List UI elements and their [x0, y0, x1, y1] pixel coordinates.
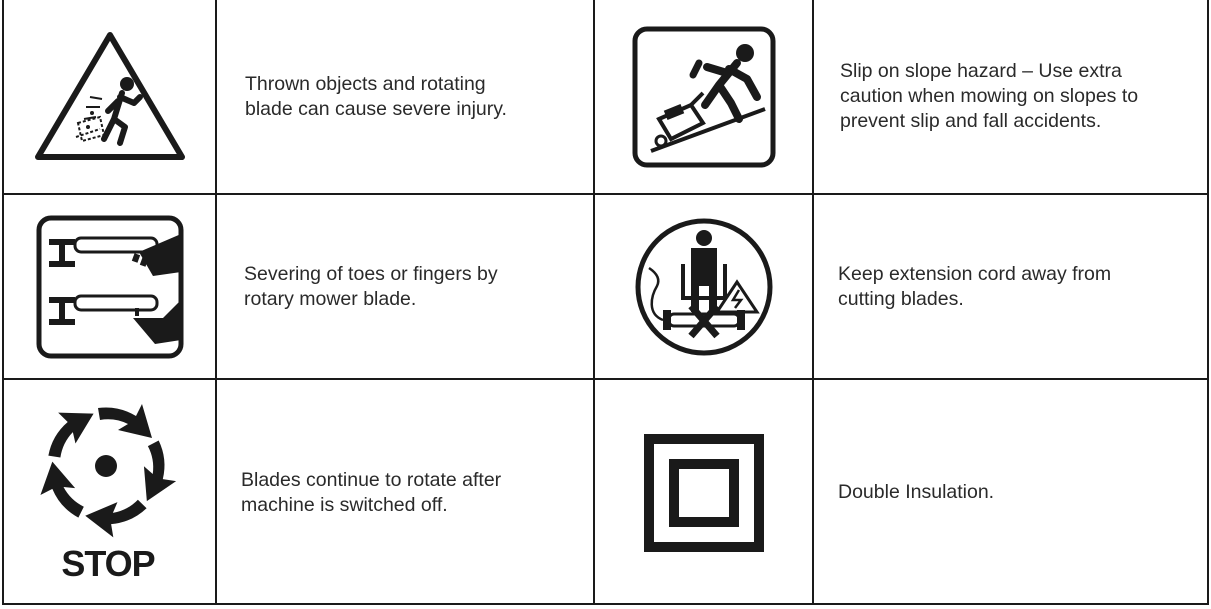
- double-insulation-icon: [595, 380, 812, 605]
- stop-label: STOP: [60, 542, 155, 584]
- slip-on-slope-icon: [595, 0, 812, 193]
- thrown-objects-warning-triangle-icon: [4, 0, 215, 193]
- warning-text: Slip on slope hazard – Use extra caution when mowing on slopes to prevent slip and fall accidents.: [840, 60, 1139, 132]
- warning-text: Keep extension cord away from cutting blades.: [838, 262, 1112, 310]
- warning-text: Severing of toes or fingers by rotary mower blade.: [244, 262, 498, 310]
- warning-text: Thrown objects and rotating blade can cause severe injury.: [245, 72, 507, 120]
- column-divider: [215, 0, 217, 605]
- severed-toes-fingers-icon: [4, 195, 215, 378]
- column-divider: [812, 0, 814, 605]
- keep-cord-away-icon: [595, 195, 812, 378]
- rotating-blades-stop-icon: [4, 380, 215, 605]
- warning-text: Double Insulation.: [838, 481, 995, 503]
- warning-text: Blades continue to rotate after machine is switched off.: [241, 468, 502, 516]
